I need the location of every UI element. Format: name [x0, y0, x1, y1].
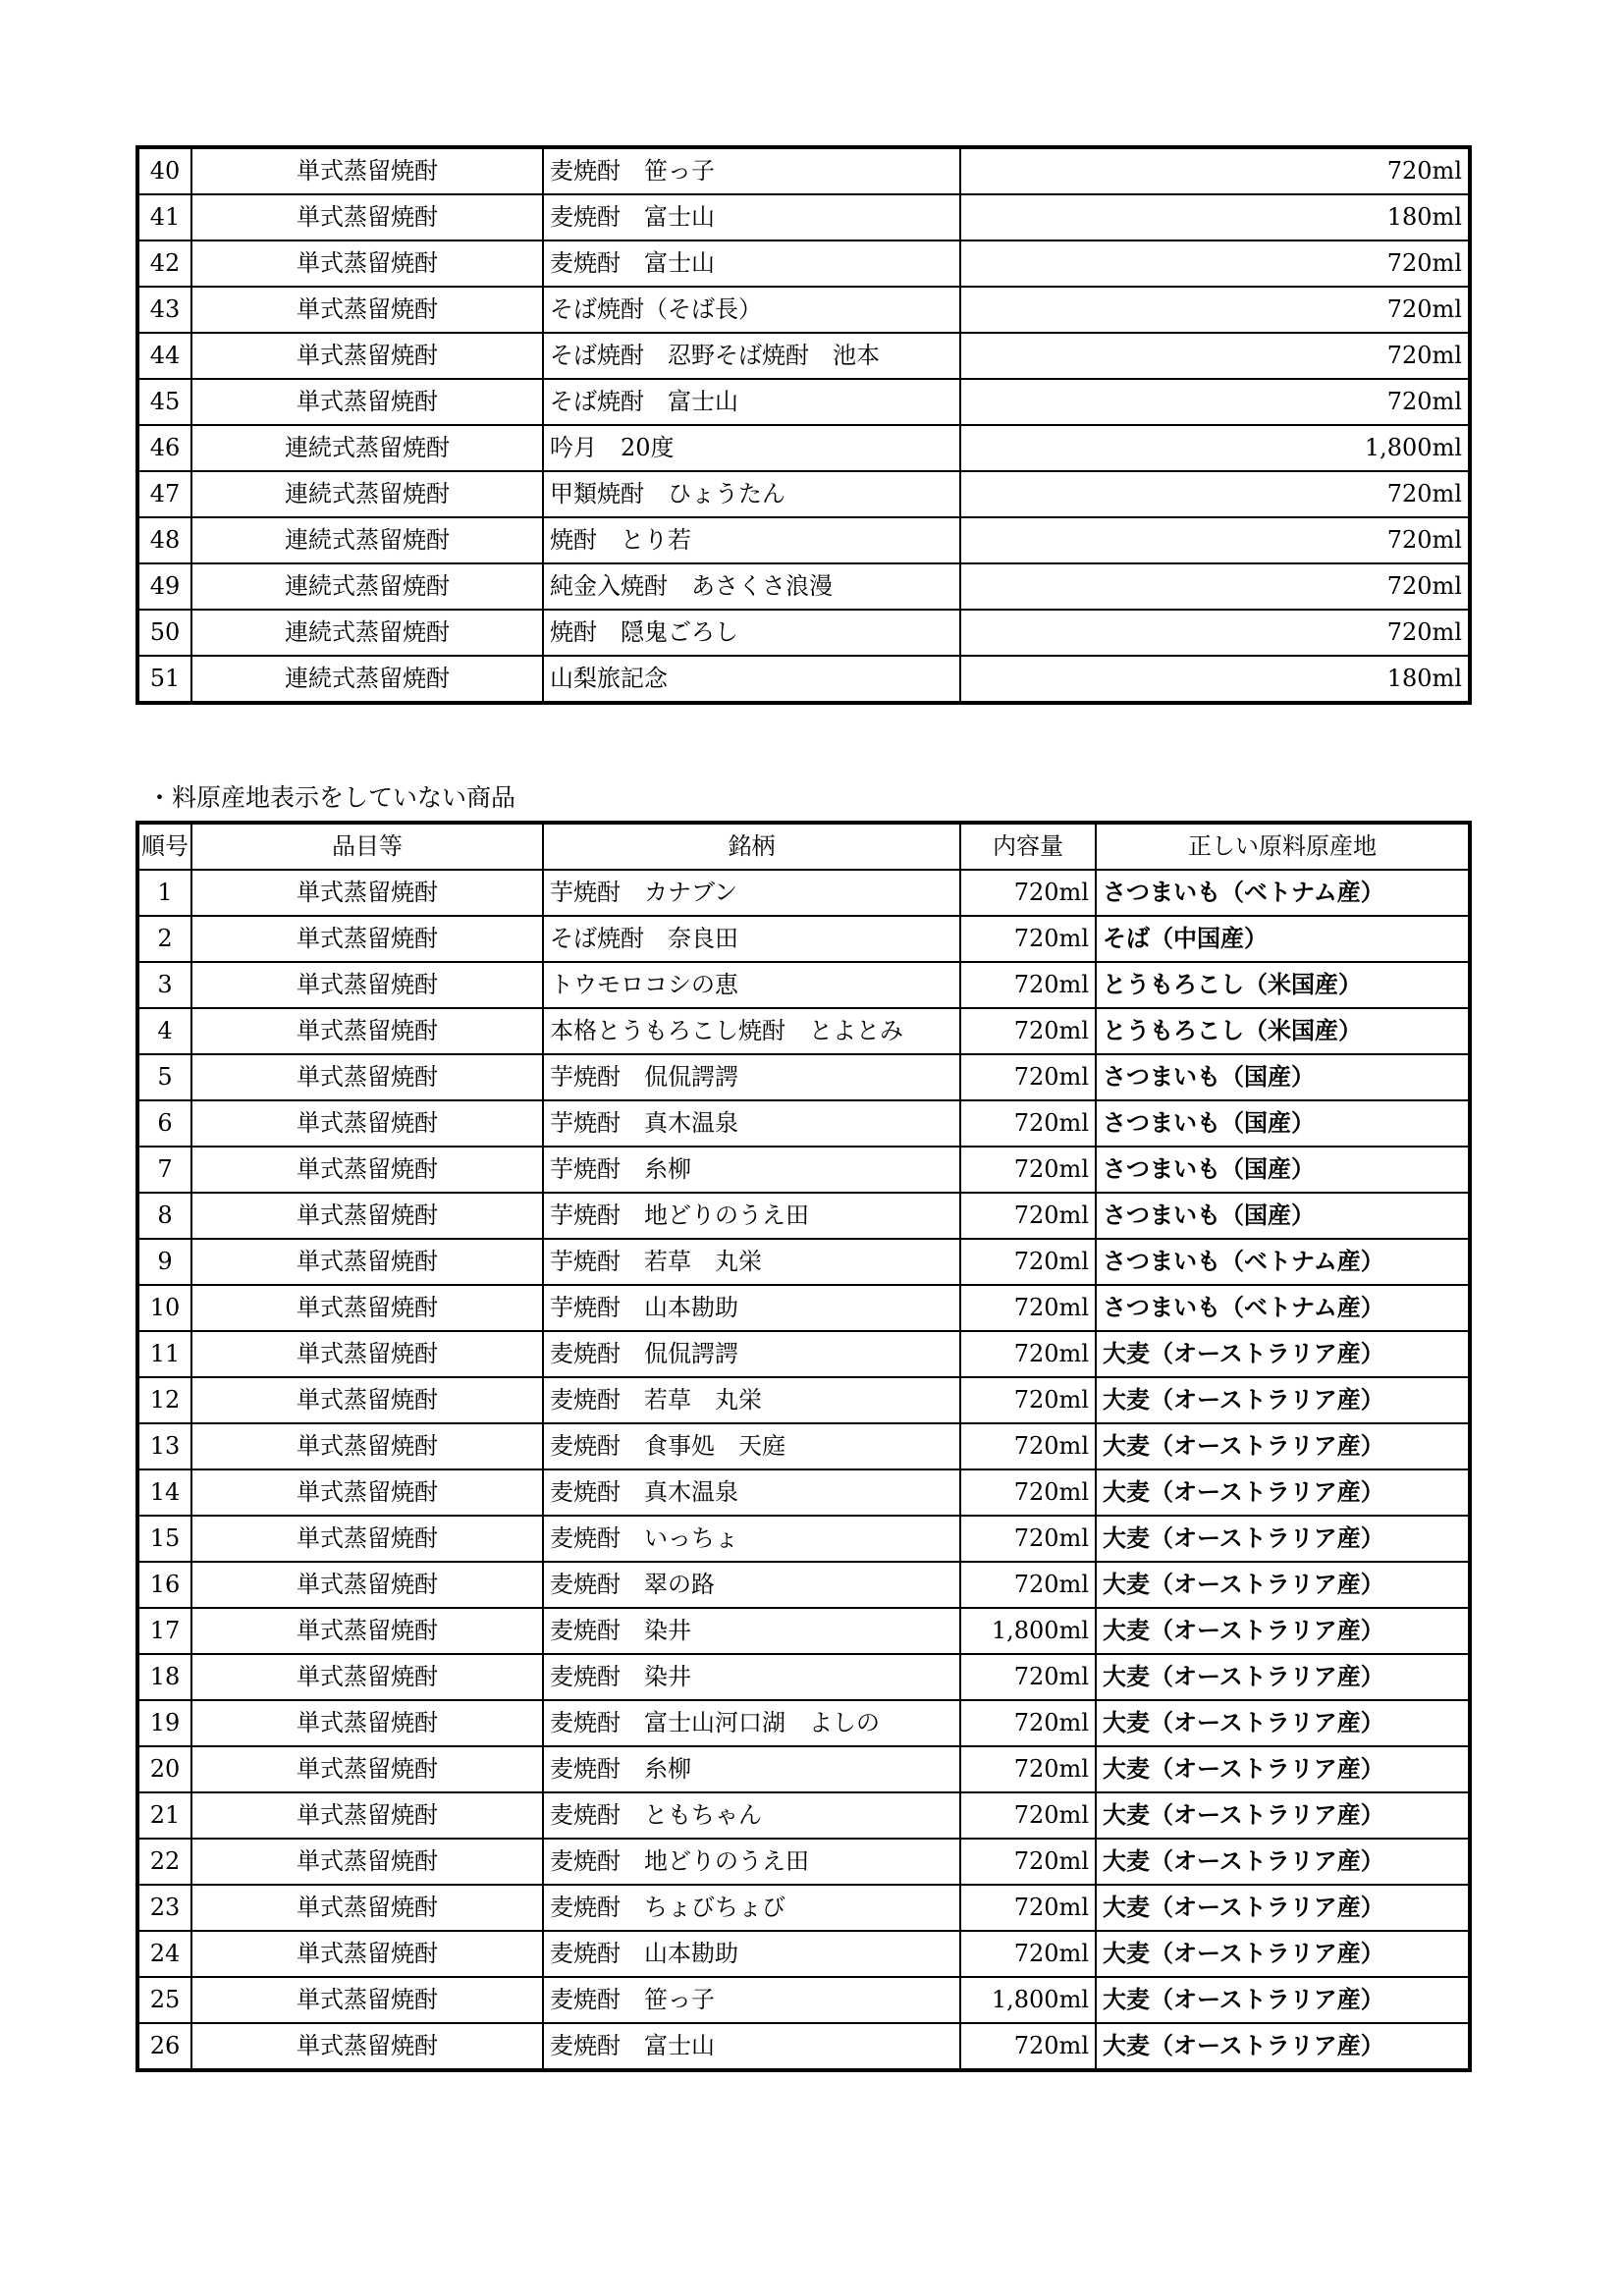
row-volume: 720ml [960, 1700, 1096, 1746]
row-category: 単式蒸留焼酎 [191, 1931, 543, 1977]
table-row [137, 1147, 1470, 1193]
row-number: 43 [137, 287, 191, 333]
row-origin: さつまいも（ベトナム産） [1096, 1239, 1470, 1285]
row-category: 単式蒸留焼酎 [191, 1469, 543, 1516]
row-product-name: 麦焼酎 笹っ子 [543, 147, 960, 194]
row-origin: とうもろこし（米国産） [1096, 1008, 1470, 1054]
section-title: ・料原産地表示をしていない商品 [147, 783, 516, 812]
row-number: 2 [137, 916, 191, 962]
row-product-name: 甲類焼酎 ひょうたん [543, 471, 960, 517]
table-row [137, 425, 1470, 471]
row-product-name: 芋焼酎 山本勘助 [543, 1285, 960, 1331]
table-row [137, 1193, 1470, 1239]
row-product-name: 麦焼酎 いっちょ [543, 1516, 960, 1562]
row-origin: 大麦（オーストラリア産） [1096, 1885, 1470, 1931]
row-product-name: そば焼酎 忍野そば焼酎 池本 [543, 333, 960, 379]
table-row [137, 656, 1470, 703]
row-volume: 720ml [960, 2023, 1096, 2070]
row-volume: 720ml [960, 1100, 1096, 1147]
row-volume: 1,800ml [960, 1608, 1096, 1654]
header-volume: 内容量 [960, 823, 1096, 870]
table-row [137, 1885, 1470, 1931]
row-volume: 720ml [960, 1377, 1096, 1423]
row-volume: 720ml [960, 517, 1470, 563]
table-row [137, 1239, 1470, 1285]
row-category: 単式蒸留焼酎 [191, 1516, 543, 1562]
row-origin: 大麦（オーストラリア産） [1096, 1608, 1470, 1654]
row-origin: 大麦（オーストラリア産） [1096, 1423, 1470, 1469]
row-number: 45 [137, 379, 191, 425]
table-row [137, 517, 1470, 563]
row-product-name: 麦焼酎 富士山 [543, 194, 960, 240]
row-volume: 720ml [960, 610, 1470, 656]
row-volume: 720ml [960, 563, 1470, 610]
header-no: 順号 [137, 823, 191, 870]
row-category: 単式蒸留焼酎 [191, 1746, 543, 1792]
row-product-name: そば焼酎 奈良田 [543, 916, 960, 962]
table-row [137, 916, 1470, 962]
row-category: 単式蒸留焼酎 [191, 1054, 543, 1100]
row-product-name: 焼酎 とり若 [543, 517, 960, 563]
table-row [137, 610, 1470, 656]
row-number: 7 [137, 1147, 191, 1193]
row-category: 単式蒸留焼酎 [191, 379, 543, 425]
row-number: 20 [137, 1746, 191, 1792]
row-category: 単式蒸留焼酎 [191, 1700, 543, 1746]
row-volume: 720ml [960, 1469, 1096, 1516]
row-number: 22 [137, 1839, 191, 1885]
row-category: 単式蒸留焼酎 [191, 1792, 543, 1839]
row-product-name: トウモロコシの恵 [543, 962, 960, 1008]
row-product-name: 本格とうもろこし焼酎 とよとみ [543, 1008, 960, 1054]
row-category: 連続式蒸留焼酎 [191, 610, 543, 656]
row-volume: 720ml [960, 1147, 1096, 1193]
row-product-name: 芋焼酎 若草 丸栄 [543, 1239, 960, 1285]
row-origin: 大麦（オーストラリア産） [1096, 2023, 1470, 2070]
table-row [137, 563, 1470, 610]
row-product-name: 麦焼酎 食事処 天庭 [543, 1423, 960, 1469]
origin-table [135, 821, 1472, 2072]
row-number: 11 [137, 1331, 191, 1377]
row-product-name: 芋焼酎 カナブン [543, 870, 960, 916]
row-product-name: 芋焼酎 地どりのうえ田 [543, 1193, 960, 1239]
row-product-name: 焼酎 隠鬼ごろし [543, 610, 960, 656]
row-origin: さつまいも（国産） [1096, 1193, 1470, 1239]
row-product-name: そば焼酎（そば長） [543, 287, 960, 333]
row-origin: 大麦（オーストラリア産） [1096, 1654, 1470, 1700]
row-volume: 720ml [960, 1331, 1096, 1377]
row-category: 単式蒸留焼酎 [191, 870, 543, 916]
row-product-name: 麦焼酎 富士山 [543, 2023, 960, 2070]
row-category: 単式蒸留焼酎 [191, 1654, 543, 1700]
row-category: 単式蒸留焼酎 [191, 2023, 543, 2070]
row-category: 単式蒸留焼酎 [191, 333, 543, 379]
row-volume: 720ml [960, 1654, 1096, 1700]
row-category: 単式蒸留焼酎 [191, 1885, 543, 1931]
row-volume: 720ml [960, 1423, 1096, 1469]
row-product-name: 麦焼酎 地どりのうえ田 [543, 1839, 960, 1885]
row-number: 24 [137, 1931, 191, 1977]
row-category: 単式蒸留焼酎 [191, 1100, 543, 1147]
row-category: 単式蒸留焼酎 [191, 287, 543, 333]
row-volume: 720ml [960, 1516, 1096, 1562]
row-number: 4 [137, 1008, 191, 1054]
table-row [137, 1839, 1470, 1885]
row-volume: 720ml [960, 962, 1096, 1008]
row-volume: 720ml [960, 1285, 1096, 1331]
row-origin: 大麦（オーストラリア産） [1096, 1516, 1470, 1562]
table-row [137, 147, 1470, 194]
table-row [137, 471, 1470, 517]
row-category: 連続式蒸留焼酎 [191, 563, 543, 610]
row-volume: 720ml [960, 240, 1470, 287]
row-category: 単式蒸留焼酎 [191, 194, 543, 240]
row-number: 46 [137, 425, 191, 471]
row-number: 40 [137, 147, 191, 194]
table-row [137, 1100, 1470, 1147]
row-product-name: 麦焼酎 染井 [543, 1654, 960, 1700]
table-row [137, 1469, 1470, 1516]
row-number: 12 [137, 1377, 191, 1423]
row-number: 10 [137, 1285, 191, 1331]
row-category: 単式蒸留焼酎 [191, 1423, 543, 1469]
table-row [137, 194, 1470, 240]
row-volume: 720ml [960, 870, 1096, 916]
row-product-name: 麦焼酎 真木温泉 [543, 1469, 960, 1516]
row-product-name: 麦焼酎 富士山河口湖 よしの [543, 1700, 960, 1746]
row-origin: とうもろこし（米国産） [1096, 962, 1470, 1008]
table-row [137, 1746, 1470, 1792]
row-volume: 720ml [960, 1054, 1096, 1100]
row-number: 51 [137, 656, 191, 703]
row-volume: 720ml [960, 287, 1470, 333]
row-origin: 大麦（オーストラリア産） [1096, 1746, 1470, 1792]
row-origin: 大麦（オーストラリア産） [1096, 1562, 1470, 1608]
row-number: 3 [137, 962, 191, 1008]
table-row [137, 2023, 1470, 2070]
row-origin: さつまいも（ベトナム産） [1096, 1285, 1470, 1331]
table-row [137, 1285, 1470, 1331]
row-category: 単式蒸留焼酎 [191, 1331, 543, 1377]
table-row [137, 287, 1470, 333]
row-number: 26 [137, 2023, 191, 2070]
row-volume: 720ml [960, 916, 1096, 962]
table-row [137, 240, 1470, 287]
row-number: 25 [137, 1977, 191, 2023]
row-category: 単式蒸留焼酎 [191, 916, 543, 962]
row-product-name: 麦焼酎 ちょびちょび [543, 1885, 960, 1931]
row-product-name: 純金入焼酎 あさくさ浪漫 [543, 563, 960, 610]
row-product-name: 吟月 20度 [543, 425, 960, 471]
row-origin: 大麦（オーストラリア産） [1096, 1469, 1470, 1516]
row-category: 連続式蒸留焼酎 [191, 656, 543, 703]
row-number: 21 [137, 1792, 191, 1839]
row-category: 単式蒸留焼酎 [191, 1977, 543, 2023]
row-number: 41 [137, 194, 191, 240]
row-number: 15 [137, 1516, 191, 1562]
row-volume: 1,800ml [960, 425, 1470, 471]
row-volume: 720ml [960, 1792, 1096, 1839]
row-volume: 720ml [960, 1746, 1096, 1792]
table-row [137, 1516, 1470, 1562]
row-origin: 大麦（オーストラリア産） [1096, 1377, 1470, 1423]
row-category: 単式蒸留焼酎 [191, 240, 543, 287]
table-row [137, 962, 1470, 1008]
row-volume: 720ml [960, 379, 1470, 425]
row-number: 13 [137, 1423, 191, 1469]
row-category: 連続式蒸留焼酎 [191, 425, 543, 471]
row-volume: 720ml [960, 1239, 1096, 1285]
row-product-name: 芋焼酎 糸柳 [543, 1147, 960, 1193]
row-volume: 720ml [960, 1885, 1096, 1931]
header-category: 品目等 [191, 823, 543, 870]
row-category: 単式蒸留焼酎 [191, 147, 543, 194]
table-row [137, 1608, 1470, 1654]
row-category: 単式蒸留焼酎 [191, 1008, 543, 1054]
row-volume: 720ml [960, 1008, 1096, 1054]
row-origin: さつまいも（国産） [1096, 1054, 1470, 1100]
row-number: 44 [137, 333, 191, 379]
table-row [137, 1562, 1470, 1608]
row-volume: 720ml [960, 1562, 1096, 1608]
row-category: 単式蒸留焼酎 [191, 1562, 543, 1608]
row-category: 単式蒸留焼酎 [191, 1285, 543, 1331]
row-volume: 1,800ml [960, 1977, 1096, 2023]
row-origin: 大麦（オーストラリア産） [1096, 1792, 1470, 1839]
table-header-row [137, 823, 1470, 870]
row-product-name: 山梨旅記念 [543, 656, 960, 703]
row-origin: 大麦（オーストラリア産） [1096, 1331, 1470, 1377]
table-row [137, 1054, 1470, 1100]
row-number: 23 [137, 1885, 191, 1931]
row-volume: 720ml [960, 1839, 1096, 1885]
header-origin: 正しい原料原産地 [1096, 823, 1470, 870]
table-row [137, 1008, 1470, 1054]
row-product-name: 麦焼酎 侃侃諤諤 [543, 1331, 960, 1377]
row-volume: 180ml [960, 656, 1470, 703]
row-category: 単式蒸留焼酎 [191, 1239, 543, 1285]
row-category: 連続式蒸留焼酎 [191, 471, 543, 517]
row-product-name: 麦焼酎 若草 丸栄 [543, 1377, 960, 1423]
row-product-name: 麦焼酎 糸柳 [543, 1746, 960, 1792]
row-origin: さつまいも（国産） [1096, 1100, 1470, 1147]
table-row [137, 379, 1470, 425]
row-number: 19 [137, 1700, 191, 1746]
row-number: 49 [137, 563, 191, 610]
row-product-name: そば焼酎 富士山 [543, 379, 960, 425]
row-number: 5 [137, 1054, 191, 1100]
row-number: 1 [137, 870, 191, 916]
row-volume: 720ml [960, 333, 1470, 379]
row-product-name: 麦焼酎 ともちゃん [543, 1792, 960, 1839]
table-row [137, 870, 1470, 916]
origin-table-body [137, 823, 1470, 2070]
row-product-name: 芋焼酎 侃侃諤諤 [543, 1054, 960, 1100]
row-origin: さつまいも（ベトナム産） [1096, 870, 1470, 916]
row-number: 6 [137, 1100, 191, 1147]
product-table-body [137, 147, 1470, 703]
row-origin: さつまいも（国産） [1096, 1147, 1470, 1193]
row-origin: そば（中国産） [1096, 916, 1470, 962]
row-number: 18 [137, 1654, 191, 1700]
row-origin: 大麦（オーストラリア産） [1096, 1700, 1470, 1746]
row-category: 単式蒸留焼酎 [191, 1839, 543, 1885]
row-origin: 大麦（オーストラリア産） [1096, 1977, 1470, 2023]
row-volume: 720ml [960, 471, 1470, 517]
row-category: 単式蒸留焼酎 [191, 1147, 543, 1193]
table-row [137, 1331, 1470, 1377]
row-category: 連続式蒸留焼酎 [191, 517, 543, 563]
row-origin: 大麦（オーストラリア産） [1096, 1931, 1470, 1977]
table-row [137, 1654, 1470, 1700]
table-row [137, 1423, 1470, 1469]
row-product-name: 芋焼酎 真木温泉 [543, 1100, 960, 1147]
header-name: 銘柄 [543, 823, 960, 870]
row-number: 9 [137, 1239, 191, 1285]
table-row [137, 333, 1470, 379]
row-volume: 180ml [960, 194, 1470, 240]
row-volume: 720ml [960, 147, 1470, 194]
row-number: 16 [137, 1562, 191, 1608]
table-row [137, 1792, 1470, 1839]
product-table-continued [135, 145, 1472, 705]
row-number: 14 [137, 1469, 191, 1516]
row-volume: 720ml [960, 1931, 1096, 1977]
row-number: 42 [137, 240, 191, 287]
row-number: 50 [137, 610, 191, 656]
row-product-name: 麦焼酎 翠の路 [543, 1562, 960, 1608]
row-product-name: 麦焼酎 富士山 [543, 240, 960, 287]
row-category: 単式蒸留焼酎 [191, 1377, 543, 1423]
table-row [137, 1700, 1470, 1746]
table-row [137, 1977, 1470, 2023]
row-category: 単式蒸留焼酎 [191, 962, 543, 1008]
row-number: 17 [137, 1608, 191, 1654]
row-number: 8 [137, 1193, 191, 1239]
row-origin: 大麦（オーストラリア産） [1096, 1839, 1470, 1885]
row-product-name: 麦焼酎 染井 [543, 1608, 960, 1654]
table-row [137, 1377, 1470, 1423]
row-category: 単式蒸留焼酎 [191, 1193, 543, 1239]
row-category: 単式蒸留焼酎 [191, 1608, 543, 1654]
table-row [137, 1931, 1470, 1977]
row-number: 47 [137, 471, 191, 517]
row-product-name: 麦焼酎 笹っ子 [543, 1977, 960, 2023]
row-product-name: 麦焼酎 山本勘助 [543, 1931, 960, 1977]
row-volume: 720ml [960, 1193, 1096, 1239]
row-number: 48 [137, 517, 191, 563]
